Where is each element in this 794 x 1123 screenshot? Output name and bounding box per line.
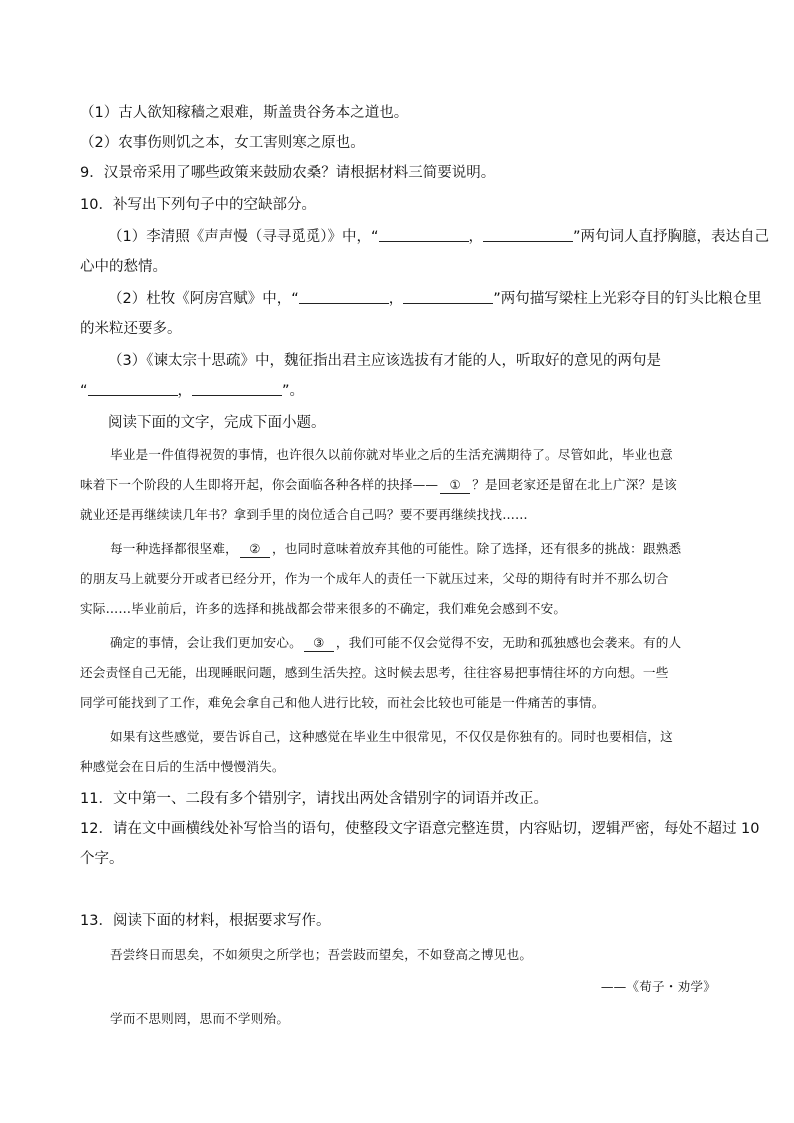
passage-p1-line3: 就业还是再继续读几年书？拿到手里的岗位适合自己吗？要不要再继续找找…… (80, 507, 528, 522)
fill-blank[interactable] (88, 380, 178, 396)
material-source: ——《荀子・劝学》 (600, 979, 716, 994)
question-10-item-3: （3）《谏太宗十思疏》中，魏征指出君主应该选拔有才能的人，听取好的意见的两句是 (108, 353, 661, 369)
passage-p3-line2: 还会责怪自己无能，出现睡眠问题，感到生活失控。这时候去思考，往往容易把事情往坏的方向想。一些 (80, 665, 669, 680)
question-10-item-1-cont: 心中的愁情。 (80, 259, 167, 275)
question-13-stem: 13．阅读下面的材料，根据要求写作。 (80, 913, 331, 929)
question-12-line2: 个字。 (80, 851, 124, 867)
material-quote-2: 学而不思则罔，思而不学则殆。 (110, 1011, 290, 1026)
fill-blank[interactable] (379, 226, 469, 242)
question-11: 11．文中第一、二段有多个错别字，请找出两处含错别字的词语并改正。 (80, 791, 548, 807)
fill-blank[interactable] (299, 288, 389, 304)
passage-p2-line2: 的朋友马上就要分开或者已经分开，作为一个成年人的责任一下就压过来，父母的期待有时并不那么切合 (80, 571, 669, 586)
question-10-item-3-cont: “ ， ”。 (80, 380, 304, 402)
answer-blank-1[interactable]: ① (440, 476, 470, 494)
fill-blank[interactable] (192, 380, 282, 396)
question-10-item-2-cont: 的米粒还要多。 (80, 321, 182, 337)
reading-intro: 阅读下面的文字，完成下面小题。 (108, 415, 326, 431)
passage-p2-line3: 实际……毕业前后，许多的选择和挑战都会带来很多的不确定，我们难免会感到不安。 (80, 601, 567, 616)
question-9: 9．汉景帝采用了哪些政策来鼓励农桑？请根据材料三简要说明。 (80, 165, 496, 181)
passage-p3-line3: 同学可能找到了工作，难免会拿自己和他人进行比较，而社会比较也可能是一件痛苦的事情。 (80, 695, 605, 710)
passage-p1-line2: 味着下一个阶段的人生即将开起，你会面临各种各样的抉择—— ① ？是回老家还是留在北上广深？是该 (80, 477, 677, 492)
passage-p1-line1: 毕业是一件值得祝贺的事情，也许很久以前你就对毕业之后的生活充满期待了。尽管如此，毕业也意 (110, 447, 673, 462)
q8-item-2: （2）农事伤则饥之本，女工害则寒之原也。 (80, 135, 365, 151)
material-quote-1: 吾尝终日而思矣，不如须臾之所学也；吾尝跂而望矣，不如登高之博见也。 (110, 947, 533, 962)
passage-p4-line1: 如果有这些感觉，要告诉自己，这种感觉在毕业生中很常见，不仅仅是你独有的。同时也要相信，这 (110, 729, 673, 744)
question-10-stem: 10．补写出下列句子中的空缺部分。 (80, 197, 316, 213)
question-12-line1: 12．请在文中画横线处补写恰当的语句，使整段文字语意完整连贯，内容贴切，逻辑严密，每处不超过 10 (80, 821, 760, 837)
answer-blank-3[interactable]: ③ (304, 634, 334, 652)
passage-p3-line1: 确定的事情，会让我们更加安心。 ③ ，我们可能不仅会觉得不安，无助和孤独感也会袭来。有的人 (110, 635, 682, 650)
passage-p2-line1: 每一种选择都很坚难， ② ，也同时意味着放弃其他的可能性。除了选择，还有很多的挑战：跟熟悉 (110, 541, 682, 556)
fill-blank[interactable] (483, 226, 573, 242)
passage-p4-line2: 种感觉会在日后的生活中慢慢消失。 (80, 759, 285, 774)
q8-item-1: （1）古人欲知稼穑之艰难，斯盖贵谷务本之道也。 (80, 105, 409, 121)
question-10-item-2: （2）杜牧《阿房宫赋》中，“ ， ”两句描写梁柱上光彩夺目的钉头比粮仓里 (108, 288, 762, 310)
answer-blank-2[interactable]: ② (240, 540, 270, 558)
question-10-item-1: （1）李清照《声声慢（寻寻觅觅）》中，“ ， ”两句词人直抒胸臆，表达自己 (108, 226, 769, 248)
fill-blank[interactable] (403, 288, 493, 304)
